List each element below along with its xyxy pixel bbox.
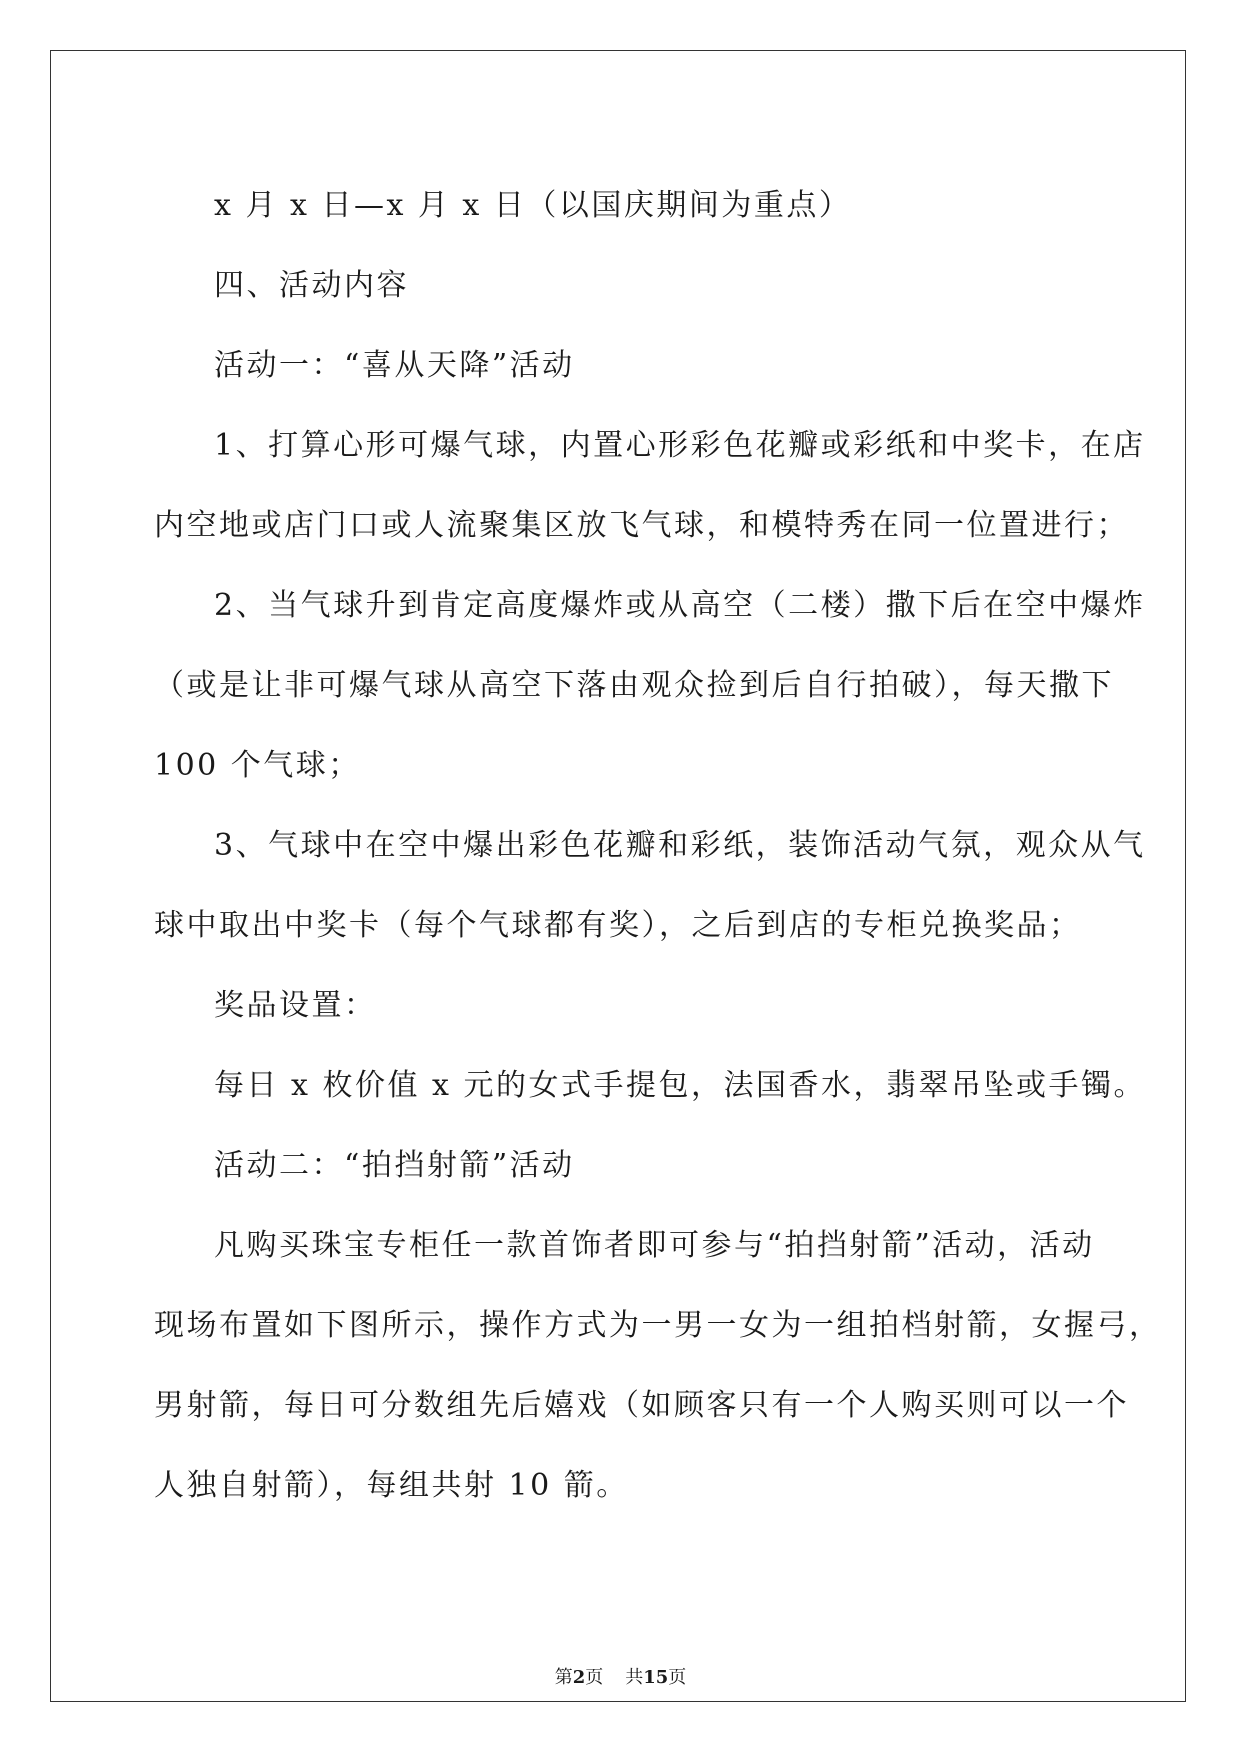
paragraph-line: 2、当气球升到肯定高度爆炸或从高空（二楼）撒下后在空中爆炸 (214, 588, 1146, 623)
paragraph-line: 每日 x 枚价值 x 元的女式手提包，法国香水，翡翠吊坠或手镯。 (214, 1068, 1146, 1103)
paragraph-line: 现场布置如下图所示，操作方式为一男一女为一组拍档射箭，女握弓， (154, 1308, 1162, 1343)
footer-total-suffix: 页 (668, 1667, 687, 1688)
paragraph-line: 3、气球中在空中爆出彩色花瓣和彩纸，装饰活动气氛，观众从气 (214, 828, 1146, 863)
footer-page-suffix: 页 (585, 1667, 604, 1688)
paragraph-line: 1、打算心形可爆气球，内置心形彩色花瓣或彩纸和中奖卡，在店 (214, 428, 1146, 463)
footer-prefix: 第 (554, 1667, 573, 1688)
footer-total-prefix: 共 (625, 1667, 644, 1688)
footer-page-number: 2 (572, 1667, 586, 1688)
paragraph-line: 100 个气球； (154, 748, 361, 783)
paragraph-line: 奖品设置： (214, 988, 377, 1023)
document-body (154, 166, 1162, 1526)
paragraph-line: 活动二：“拍挡射箭”活动 (214, 1148, 575, 1183)
paragraph-line: 球中取出中奖卡（每个气球都有奖），之后到店的专柜兑换奖品； (154, 908, 1082, 943)
footer-total-pages: 15 (643, 1667, 669, 1688)
paragraph-line: 男射箭，每日可分数组先后嬉戏（如顾客只有一个人购买则可以一个 (154, 1388, 1129, 1423)
paragraph-line: 凡购买珠宝专柜任一款首饰者即可参与“拍挡射箭”活动，活动 (214, 1228, 1095, 1263)
page-footer (0, 1666, 1241, 1690)
paragraph-line: 人独自射箭），每组共射 10 箭。 (154, 1468, 629, 1503)
paragraph-line: x 月 x 日—x 月 x 日（以国庆期间为重点） (214, 188, 852, 223)
paragraph-line: 活动一：“喜从天降”活动 (214, 348, 575, 383)
paragraph-line: 内空地或店门口或人流聚集区放飞气球，和模特秀在同一位置进行； (154, 508, 1129, 543)
paragraph-line: 四、活动内容 (214, 268, 409, 303)
paragraph-line: （或是让非可爆气球从高空下落由观众捡到后自行拍破），每天撒下 (154, 668, 1114, 703)
